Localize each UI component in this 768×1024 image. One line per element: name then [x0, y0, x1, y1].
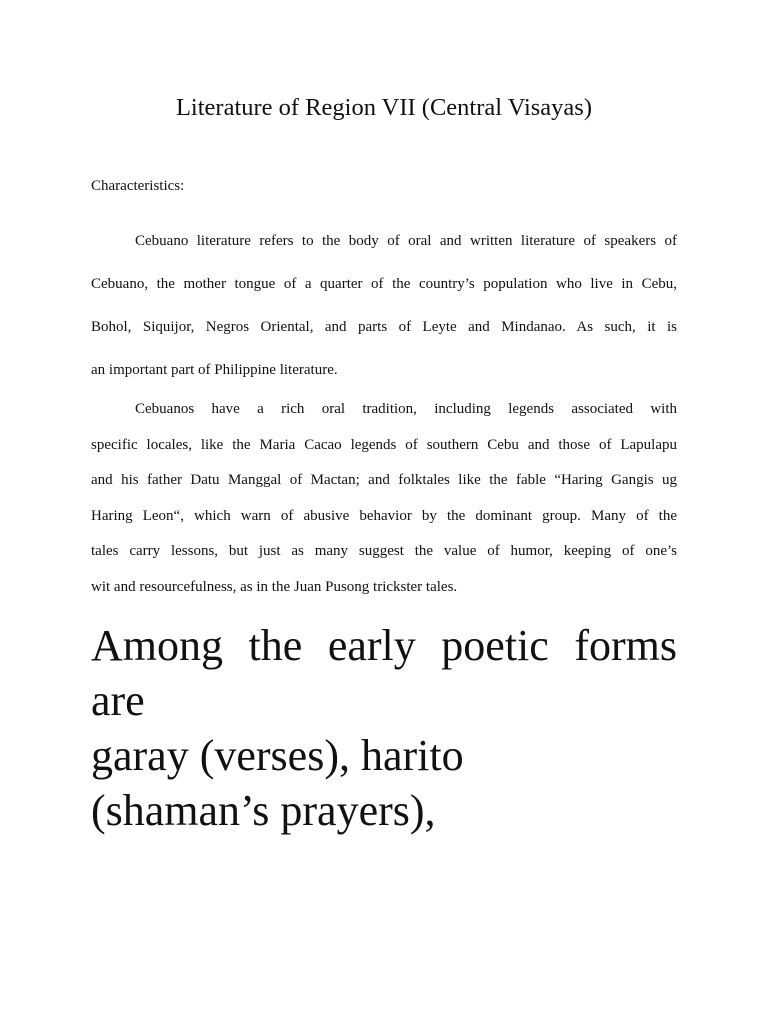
paragraph-line: Cebuano, the mother tongue of a quarter of the country’s population who live in Cebu,: [91, 276, 677, 292]
large-text-line: (shaman’s prayers),: [91, 786, 436, 835]
paragraph-cebuano-literature: [91, 220, 677, 392]
paragraph-oral-tradition: [91, 392, 677, 605]
large-text-line: Among the early poetic forms: [91, 621, 677, 670]
paragraph-line: an important part of Philippine literature.: [91, 362, 338, 378]
section-label: Characteristics:: [91, 178, 185, 194]
paragraph-line: Cebuano literature refers to the body of oral and written literature of speakers of: [135, 233, 677, 249]
paragraph-line: tales carry lessons, but just as many suggest the value of humor, keeping of one’s: [91, 543, 677, 559]
large-text-line: garay (verses), harito: [91, 731, 464, 780]
paragraph-line: Cebuanos have a rich oral tradition, including legends associated with: [135, 401, 677, 417]
large-text-block: [91, 618, 677, 838]
paragraph-line: specific locales, like the Maria Cacao legends of southern Cebu and those of Lapulapu: [91, 436, 677, 453]
paragraph-line: wit and resourcefulness, as in the Juan Pusong trickster tales.: [91, 578, 458, 595]
paragraph-line: Bohol, Siquijor, Negros Oriental, and parts of Leyte and Mindanao. As such, it is: [91, 319, 677, 335]
paragraph-line: and his father Datu Manggal of Mactan; and folktales like the fable “Haring Gangis ug: [91, 472, 677, 488]
large-text-line: are: [91, 676, 145, 725]
page-title: Literature of Region VII (Central Visayas): [175, 94, 593, 121]
paragraph-line: Haring Leon“, which warn of abusive behavior by the dominant group. Many of the: [91, 507, 677, 524]
